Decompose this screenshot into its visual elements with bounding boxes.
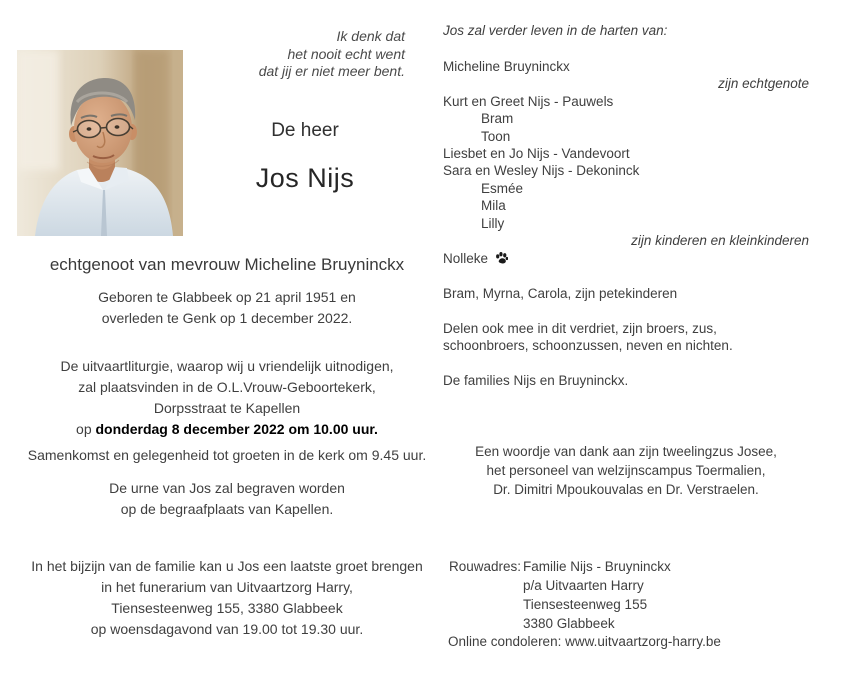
gathering-line: Samenkomst en gelegenheid tot groeten in de kerk om 9.45 uur. (27, 447, 427, 463)
liturgy-line: Dorpsstraat te Kapellen (153, 400, 301, 416)
thanks-line: Een woordje van dank aan zijn tweelingzus Josee, (475, 444, 777, 459)
farewell-line: in het funerarium van Uitvaartzorg Harry, (101, 579, 353, 595)
poem-line: het nooit echt went (287, 45, 405, 62)
address-line: p/a Uitvaarten Harry (523, 578, 644, 593)
poem-line: dat jij er niet meer bent. (258, 63, 405, 79)
address-label: Rouwadres: (449, 559, 522, 574)
grandchild-name: Toon (481, 128, 511, 144)
grandchild-name: Lilly (481, 215, 505, 231)
spouse-relation-line: echtgenoot van mevrouw Micheline Bruyninckx (49, 255, 405, 274)
godchildren-line: Bram, Myrna, Carola, zijn petekinderen (443, 286, 678, 301)
family-member: Liesbet en Jo Nijs - Vandevoort (443, 146, 630, 162)
farewell-line: In het bijzijn van de familie kan u Jos een laatste groet brengen (31, 558, 423, 574)
death-line: overleden te Genk op 1 december 2022. (101, 310, 353, 326)
address-lines (523, 557, 671, 633)
liturgy-date-prefix: op (76, 421, 96, 437)
liturgy-date-line (17, 419, 437, 440)
grandchild-name: Mila (481, 198, 506, 214)
address-line: Tiensesteenweg 155 (523, 597, 648, 612)
address-line: 3380 Glabbeek (523, 616, 615, 631)
mourning-address (443, 557, 809, 633)
poem (185, 28, 405, 81)
family-member: Sara en Wesley Nijs - Dekoninck (443, 163, 640, 179)
right-column (443, 0, 809, 695)
families-line: De families Nijs en Bruyninckx. (443, 373, 629, 388)
grief-line: schoonbroers, schoonzussen, neven en nichten. (443, 338, 733, 354)
liturgy-line: zal plaatsvinden in de O.L.Vrouw-Geboortekerk, (78, 379, 376, 395)
address-line: Familie Nijs - Bruyninckx (523, 559, 671, 574)
honorific: De heer (271, 120, 339, 141)
thanks-paragraph (443, 442, 809, 499)
portrait-illustration (17, 50, 183, 236)
family-role: zijn kinderen en kleinkinderen (631, 233, 809, 249)
birth-line: Geboren te Glabbeek op 21 april 1951 en (98, 289, 356, 305)
poem-line: Ik denk dat (336, 28, 405, 44)
grandchild-name: Bram (481, 111, 514, 127)
spouse-name: Micheline Bruyninckx (443, 59, 570, 74)
grief-paragraph (443, 320, 809, 355)
family-list (443, 58, 809, 269)
living-on-intro: Jos zal verder leven in de harten van: (443, 23, 668, 38)
family-member: Kurt en Greet Nijs - Pauwels (443, 93, 614, 109)
portrait-photo (17, 50, 183, 236)
deceased-name: Jos Nijs (255, 163, 355, 193)
farewell-line: Tiensesteenweg 155, 3380 Glabbeek (111, 600, 343, 616)
liturgy-paragraph (17, 356, 437, 440)
spouse-role: zijn echtgenote (718, 76, 809, 92)
grandchild-name: Esmée (481, 180, 524, 196)
liturgy-date: donderdag 8 december 2022 om 10.00 uur. (95, 421, 378, 437)
pet-line (443, 249, 809, 268)
condolences-line: Online condoleren: www.uitvaartzorg-harry.be (448, 634, 721, 649)
urn-line: op de begraafplaats van Kapellen. (120, 501, 334, 517)
farewell-paragraph (17, 556, 437, 640)
urn-line: De urne van Jos zal begraven worden (109, 480, 345, 496)
birth-death-paragraph (17, 287, 437, 329)
grief-line: Delen ook mee in dit verdriet, zijn broers, zus, (443, 321, 717, 336)
pet-name: Nolleke (443, 251, 489, 267)
urn-paragraph (17, 478, 437, 520)
liturgy-line: De uitvaartliturgie, waarop wij u vriendelijk uitnodigen, (60, 358, 394, 374)
farewell-line: op woensdagavond van 19.00 tot 19.30 uur. (90, 621, 364, 637)
paw-icon (495, 251, 508, 268)
thanks-line: Dr. Dimitri Mpoukouvalas en Dr. Verstraelen. (493, 482, 759, 497)
thanks-line: het personeel van welzijnscampus Toermalien, (486, 463, 766, 478)
